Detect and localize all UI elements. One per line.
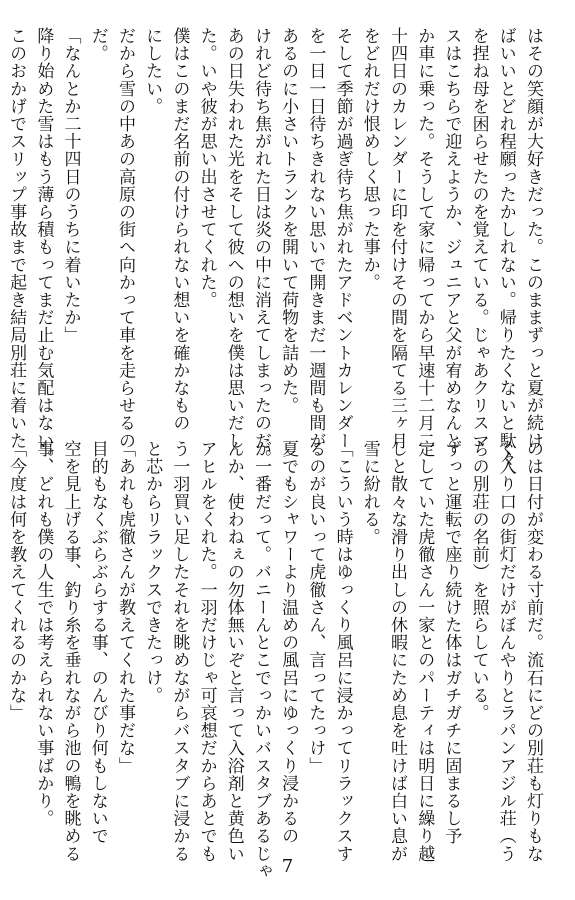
text-column: あるのに小さいトランクを開いて荷物を詰めた。 (278, 27, 299, 415)
text-column: ちの別荘の名前）を照らしている。 (468, 440, 489, 722)
text-column: スはこちらで迎えようか、ジュニアと父が宥めなんと (441, 27, 462, 450)
page-number: 7 (281, 856, 294, 877)
text-column: そして季節が過ぎ待ち焦がれたアドベントカレンダー (332, 27, 353, 450)
text-column: けれど待ち焦がれた日は炎の中に消えてしまったのだ。 (250, 27, 271, 467)
text-column: 目的もなくぶらぶらする事、のんびり何もしないで (87, 440, 108, 845)
text-column: を捏ね母を困らせたのを覚えている。じゃあクリスマ (468, 27, 489, 450)
text-column: 雪に紛れる。 (359, 440, 380, 546)
text-column: だ。 (87, 27, 108, 63)
text-column: のは日付が変わる寸前だ。流石にどの別荘も灯りもな (523, 440, 543, 863)
text-column: 事、どれも僕の人生では考えられない事ばかり。 (33, 440, 54, 828)
text-column: が一番だって。バニーんとこでっかいバスタブあるじゃ (250, 440, 271, 880)
text-column: 十四日のカレンダーに印を付けその間を隔てる三ヶ月 (386, 27, 407, 450)
text-column: を一日一日待ちきれない思いで開きまだ一週間も間が (305, 27, 326, 450)
text-column: 降り始めた雪はもう薄ら積もってまだ止む気配はない。 (33, 27, 54, 467)
text-column: 「今度は何を教えてくれるのかな」 (6, 440, 27, 722)
text-column: このおかげでスリップ事故まで起き結局別荘に着いた (6, 27, 27, 450)
text-column: 「なんとか二十四日のうちに着いたか」 (60, 27, 81, 344)
text-column: く入り口の街灯だけがぼんやりとラパンアジル荘（う (495, 440, 516, 863)
text-column: ばいいとどれ程願ったかしれない。帰りたくないと駄々 (495, 27, 516, 467)
text-column: 定していた虎徹さん一家とのパーティは明日に繰り越 (414, 440, 435, 863)
text-column: アヒルをくれた。一羽だけじゃ可哀想だからあとでも (196, 440, 217, 863)
text-column: はその笑顔が大好きだった。このままずっと夏が続け (523, 27, 543, 450)
bottom-text-block (6, 440, 546, 880)
text-column: あの日失われた光をそして彼への想いを僕は思いだし (223, 27, 244, 450)
text-column: 「こういう時はゆっくり風呂に浸かってリラックスす (332, 440, 353, 863)
text-column: か車に乗った。そうして家に帰ってから早速十二月二 (414, 27, 435, 450)
text-column: をどれだけ恨めしく思った事か。 (359, 27, 380, 291)
text-column: 僕はこのまだ名前の付けられない想いを確かなもの (169, 27, 190, 432)
text-column: う一羽買い足したそれを眺めながらバスタブに浸かる (169, 440, 190, 863)
text-column: 空を見上げる事、釣り糸を垂れながら池の鴨を眺める (60, 440, 81, 863)
text-column: と芯からリラックスできたっけ。 (142, 440, 163, 704)
text-column: た。いや彼が思い出させてくれた。 (196, 27, 217, 309)
top-text-block (6, 27, 546, 467)
text-column: るのが良いって虎徹さん、言ってたっけ」 (305, 440, 326, 775)
text-column: しと散々な滑り出しの休暇にため息を吐けば白い息が (386, 440, 407, 863)
text-column: 「あれも虎徹さんが教えてくれた事だな」 (114, 440, 135, 775)
text-column: にしたい。 (142, 27, 163, 115)
text-column (0, 440, 2, 820)
text-column: ずっと運転で座り続けた体はガチガチに固まるし予 (441, 440, 462, 845)
text-column: 夏でもシャワーより温めの風呂にゆっくり浸かるの (278, 440, 299, 845)
text-column: んか、使わねぇの勿体無いぞと言って入浴剤と黄色い (223, 440, 244, 863)
text-column: だから雪の中あの高原の街へ向かって車を走らせるの (114, 27, 135, 450)
